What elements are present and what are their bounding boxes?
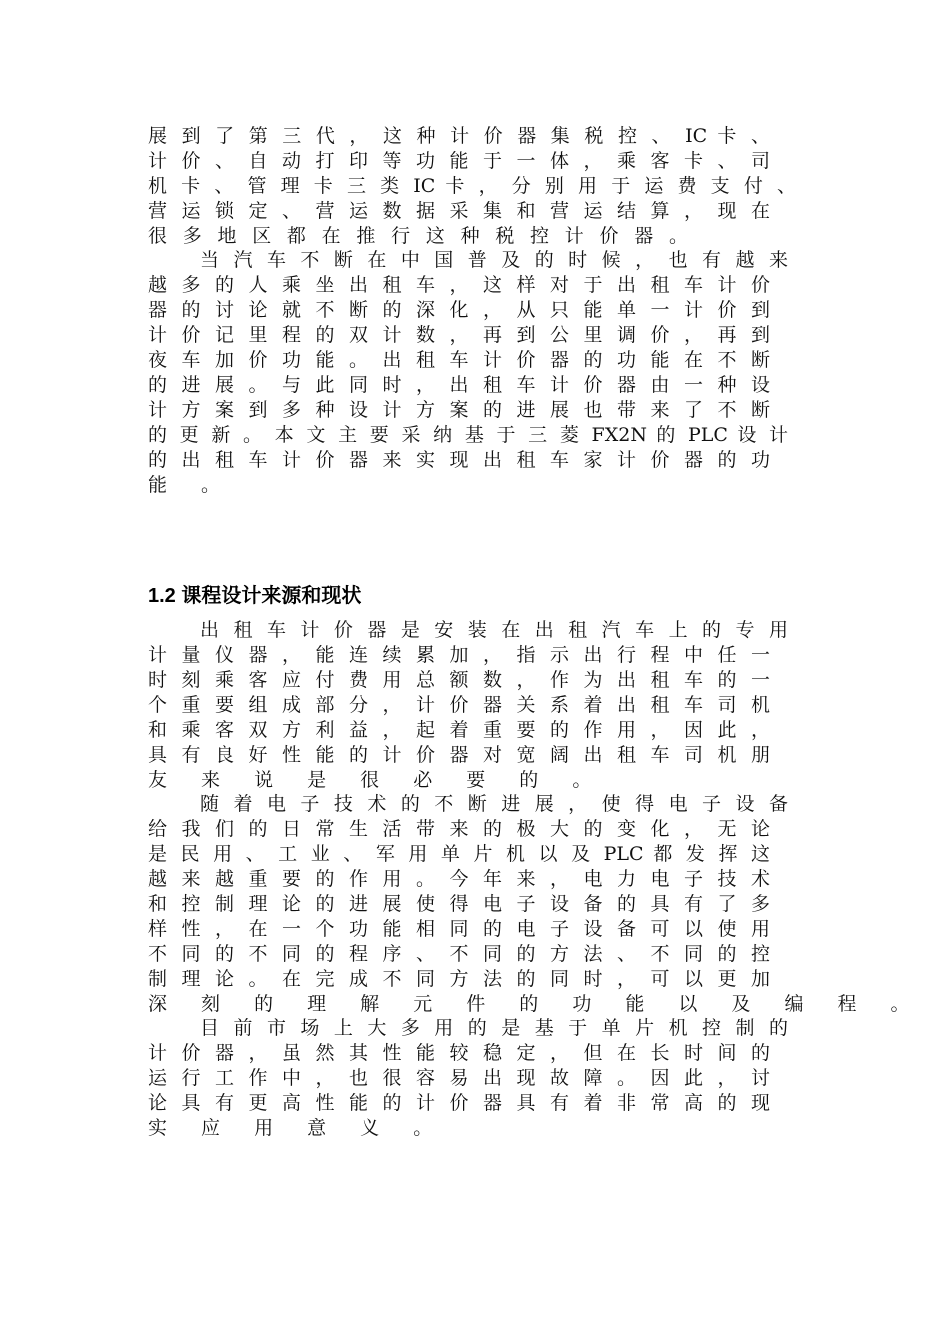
section-heading: 1.2 课程设计来源和现状 [148, 585, 362, 607]
text-line: 论 具 有 更 高 性 能 的 计 价 器 具 有 着 非 常 高 的 现 [148, 1092, 770, 1114]
text-line: 制 理 论 。 在 完 成 不 同 方 法 的 同 时 ， 可 以 更 加 [148, 968, 770, 990]
text-line: 的 进 展 。 与 此 同 时 ， 出 租 车 计 价 器 由 一 种 设 [148, 374, 770, 396]
text-line: 当 汽 车 不 断 在 中 国 普 及 的 时 候 ， 也 有 越 来 [200, 249, 788, 271]
text-line: 越 来 越 重 要 的 作 用 。 今 年 来 ， 电 力 电 子 技 术 [148, 868, 770, 890]
text-line: 的 更 新 。 本 文 主 要 采 纳 基 于 三 菱 FX2N 的 PLC 设 计 [148, 424, 788, 446]
text-line: 出 租 车 计 价 器 是 安 装 在 出 租 汽 车 上 的 专 用 [200, 619, 788, 641]
text-line: 计 价 记 里 程 的 双 计 数 ， 再 到 公 里 调 价 ， 再 到 [148, 324, 770, 346]
text-line: 个 重 要 组 成 部 分 ， 计 价 器 关 系 着 出 租 车 司 机 [148, 694, 770, 716]
text-line: 夜 车 加 价 功 能 。 出 租 车 计 价 器 的 功 能 在 不 断 [148, 349, 770, 371]
paragraph-electronics-progress [148, 792, 924, 1017]
text-line: 的 出 租 车 计 价 器 来 实 现 出 租 车 家 计 价 器 的 功 [148, 449, 770, 471]
text-line: 不 同 的 不 同 的 程 序 、 不 同 的 方 法 、 不 同 的 控 [148, 943, 770, 965]
text-line: 运 行 工 作 中 ， 也 很 容 易 出 现 故 障 。 因 此 ， 讨 [148, 1067, 770, 1089]
text-line: 营 运 锁 定 、 营 运 数 据 采 集 和 营 运 结 算 ， 现 在 [148, 200, 770, 222]
text-line: 计 价 、 自 动 打 印 等 功 能 于 一 体 ， 乘 客 卡 、 司 [148, 150, 770, 172]
text-line: 和 乘 客 双 方 利 益 ， 起 着 重 要 的 作 用 ， 因 此 ， [148, 719, 770, 741]
text-line: 时 刻 乘 客 应 付 费 用 总 额 数 ， 作 为 出 租 车 的 一 [148, 669, 770, 691]
paragraph-current-market [148, 1016, 808, 1141]
paragraph-meter-definition [148, 618, 808, 793]
text-line: 深 刻 的 理 解 元 件 的 功 能 以 及 编 程 。 [148, 993, 924, 1015]
text-line: 展 到 了 第 三 代 ， 这 种 计 价 器 集 税 控 、 IC 卡 、 [148, 125, 770, 147]
text-line: 机 卡 、 管 理 卡 三 类 IC 卡 ， 分 别 用 于 运 费 支 付 、 [148, 175, 796, 197]
text-line: 具 有 良 好 性 能 的 计 价 器 对 宽 阔 出 租 车 司 机 朋 [148, 744, 770, 766]
text-line: 计 价 器 ， 虽 然 其 性 能 较 稳 定 ， 但 在 长 时 间 的 [148, 1042, 770, 1064]
text-line: 是 民 用 、 工 业 、 军 用 单 片 机 以 及 PLC 都 发 挥 这 [148, 843, 770, 865]
text-line: 很 多 地 区 都 在 推 行 这 种 税 控 计 价 器 。 [148, 225, 688, 247]
text-line: 器 的 讨 论 就 不 断 的 深 化 ， 从 只 能 单 一 计 价 到 [148, 299, 770, 321]
text-line: 能 。 [148, 474, 235, 496]
text-line: 计 量 仪 器 ， 能 连 续 累 加 ， 指 示 出 行 程 中 任 一 [148, 644, 770, 666]
paragraph-taxi-popularity [148, 248, 808, 498]
text-line: 计 方 案 到 多 种 设 计 方 案 的 进 展 也 带 来 了 不 断 [148, 399, 770, 421]
text-line: 友 来 说 是 很 必 要 的 。 [148, 769, 606, 791]
text-line: 实 应 用 意 义 。 [148, 1117, 447, 1139]
text-line: 样 性 ， 在 一 个 功 能 相 同 的 电 子 设 备 可 以 使 用 [148, 918, 770, 940]
text-line: 和 控 制 理 论 的 进 展 使 得 电 子 设 备 的 具 有 了 多 [148, 893, 770, 915]
text-line: 目 前 市 场 上 大 多 用 的 是 基 于 单 片 机 控 制 的 [200, 1017, 788, 1039]
text-line: 越 多 的 人 乘 坐 出 租 车 ， 这 样 对 于 出 租 车 计 价 [148, 274, 770, 296]
paragraph-tax-control-meter [148, 124, 808, 249]
text-line: 随 着 电 子 技 术 的 不 断 进 展 ， 使 得 电 子 设 备 [200, 793, 788, 815]
text-line: 给 我 们 的 日 常 生 活 带 来 的 极 大 的 变 化 ， 无 论 [148, 818, 770, 840]
